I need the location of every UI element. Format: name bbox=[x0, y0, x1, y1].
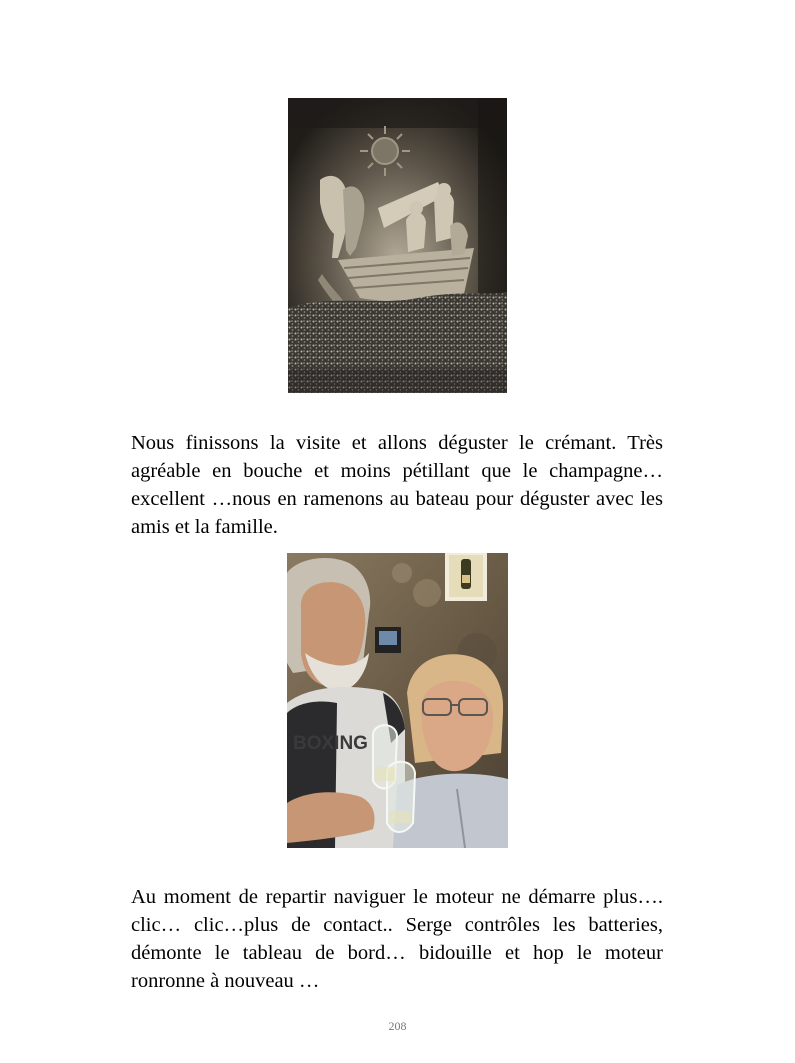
paragraph-engine: Au moment de repartir naviguer le moteur ne démarre plus…. clic… clic…plus de contact.. Serge contrôles les batteries, démonte le tableau de bord… bidouille et hop le moteur ronronne à nouveau … bbox=[131, 886, 663, 992]
couple-toasting-photo bbox=[287, 553, 508, 848]
cave-carving-image bbox=[288, 98, 507, 393]
paragraph-tasting: Nous finissons la visite et allons déguster le crémant. Très agréable en bouche et moins pétillant que le champagne… excellent …nous en ramenons au bateau pour déguster avec les amis et la famille. bbox=[131, 432, 663, 538]
cave-carving-photo bbox=[288, 98, 507, 393]
shirt-print: BOXING bbox=[293, 733, 368, 754]
wall-poster bbox=[445, 553, 487, 601]
page-number: 208 bbox=[388, 1019, 407, 1033]
couple-toasting-image bbox=[287, 553, 508, 848]
